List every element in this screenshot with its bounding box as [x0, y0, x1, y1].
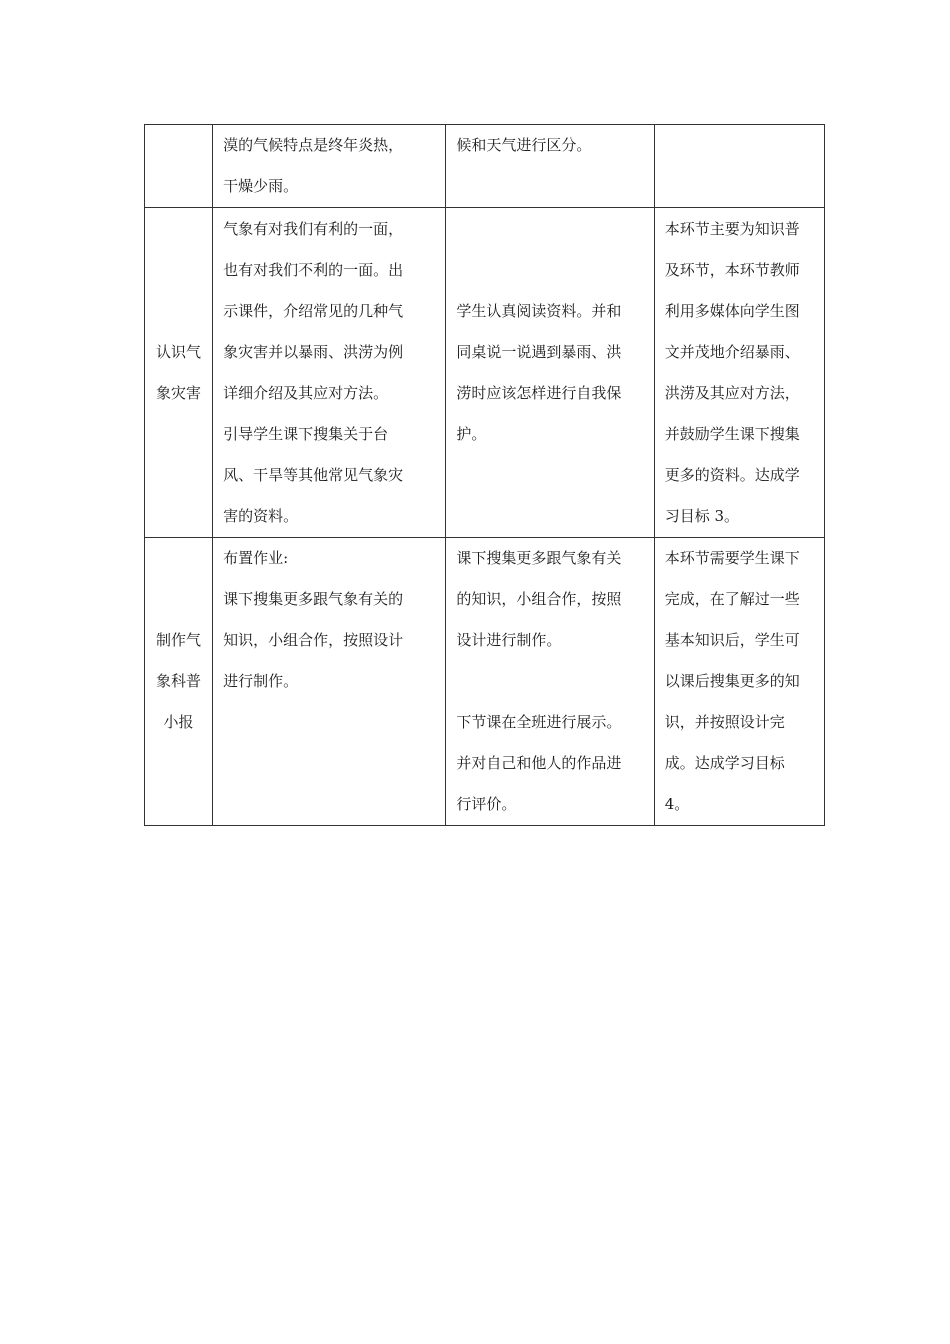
paragraph-gap [456, 661, 645, 702]
student-activity-text: 课下搜集更多跟气象有关 的知识，小组合作，按照 设计进行制作。 [456, 549, 622, 649]
teacher-activity-cell [213, 538, 446, 826]
student-activity-cell [446, 125, 654, 208]
teacher-activity-text: 气象有对我们有利的一面， 也有对我们不利的一面。出 示课件，介绍常见的几种气 象灾害并以暴雨、洪涝为例 详细介绍及其应对方法。 [223, 220, 404, 402]
design-intent-cell [654, 125, 824, 208]
teacher-activity-text: 课下搜集更多跟气象有关的 知识，小组合作，按照设计 进行制作。 [223, 590, 404, 690]
table-row [145, 125, 825, 208]
design-intent-text: 本环节主要为知识普 及环节，本环节教师 利用多媒体向学生图 文并茂地介绍暴雨、 洪涝及其应对方法， 并鼓励学生课下搜集 更多的资料。达成学 习目标 3。 [664, 220, 800, 525]
teacher-activity-cell [213, 208, 446, 538]
design-intent-cell [654, 538, 824, 826]
design-intent-cell [654, 208, 824, 538]
student-activity-cell [446, 538, 654, 826]
lesson-plan-table [144, 124, 825, 826]
student-activity-cell [446, 208, 654, 538]
teacher-activity-text: 引导学生课下搜集关于台 风、干旱等其他常见气象灾 害的资料。 [223, 425, 404, 525]
teacher-activity-text: 布置作业: [223, 549, 289, 567]
stage-cell [145, 125, 213, 208]
student-activity-text: 学生认真阅读资料。并和 同桌说一说遇到暴雨、洪 涝时应该怎样进行自我保 护。 [456, 301, 622, 443]
stage-cell [145, 538, 213, 826]
student-activity-text: 下节课在全班进行展示。 并对自己和他人的作品进 行评价。 [456, 713, 622, 813]
student-activity-text: 候和天气进行区分。 [456, 136, 592, 154]
table-row [145, 538, 825, 826]
stage-label: 制作气 象科普 小报 [156, 631, 202, 731]
teacher-activity-text: 漠的气候特点是终年炎热， 干燥少雨。 [223, 136, 404, 195]
design-intent-text: 本环节需要学生课下 完成，在了解过一些 基本知识后，学生可 以课后搜集更多的知 识，并按照设计完 成。达成学习目标 4。 [664, 549, 800, 813]
teacher-activity-cell [213, 125, 446, 208]
stage-label: 认识气 象灾害 [156, 342, 202, 402]
stage-cell [145, 208, 213, 538]
table-row [145, 208, 825, 538]
